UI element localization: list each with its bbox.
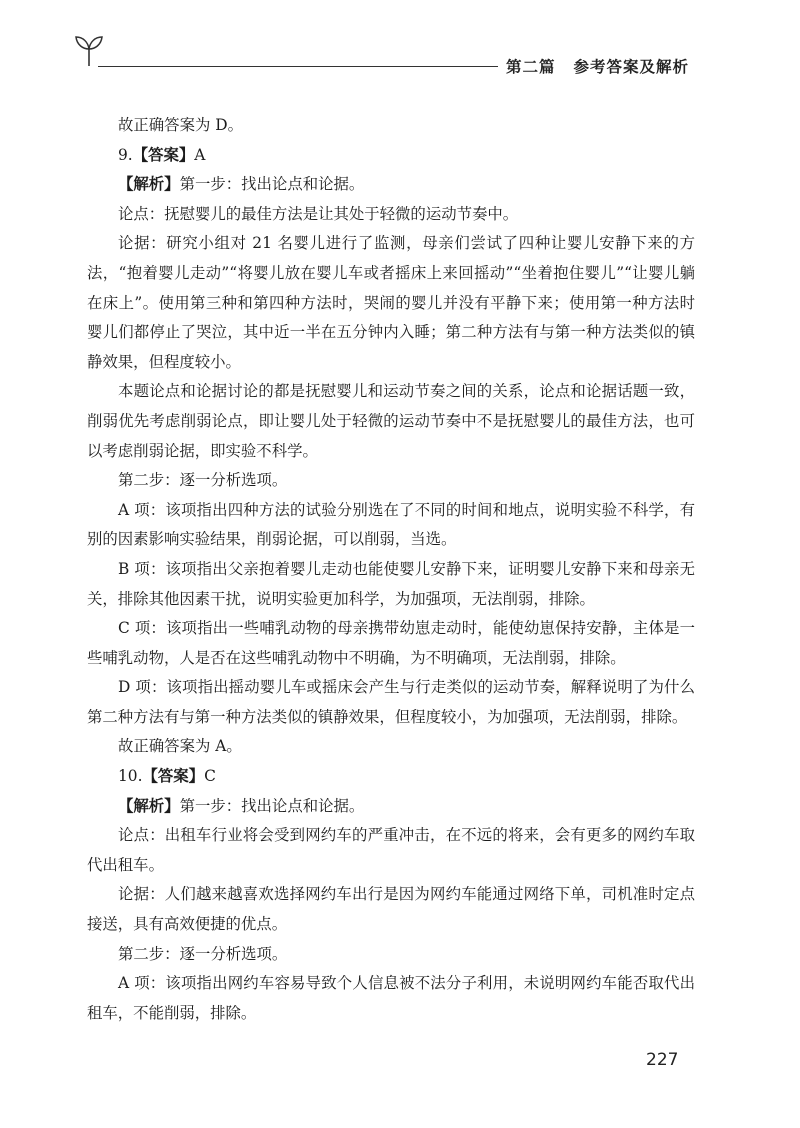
page-body <box>87 111 695 1028</box>
header-title <box>506 55 689 77</box>
paragraph: A 项：该项指出四种方法的试验分别选在了不同的时间和地点，说明实验不科学，有别的因素影响实验结果，削弱论据，可以削弱，当选。 <box>87 500 695 549</box>
paragraph: 故正确答案为 A。 <box>118 737 242 756</box>
paragraph: 论据：研究小组对 21 名婴儿进行了监测，母亲们尝试了四种让婴儿安静下来的方法，“抱着婴儿走动”“将婴儿放在婴儿车或者摇床上来回摇动”“坐着抱住婴儿”“让婴儿躺在床上”。使用第三种和第四种方法时，哭闹的婴儿并没有平静下来；使用第一种方法时婴儿们都停止了哭泣，其中近一半在五分钟内入睡；第二种方法有与第一种方法类似的镇静效果，但程度较小。 <box>87 234 695 371</box>
paragraph: 论据：人们越来越喜欢选择网约车出行是因为网约车能通过网络下单，司机准时定点接送，具有高效便捷的优点。 <box>87 885 695 934</box>
analysis-line: 【解析】第一步：找出论点和论据。 <box>118 175 365 194</box>
paragraph: A 项：该项指出网约车容易导致个人信息被不法分子利用，未说明网约车能否取代出租车，不能削弱，排除。 <box>87 974 695 1022</box>
paragraph: 第二步：逐一分析选项。 <box>118 944 288 963</box>
paragraph: D 项：该项指出摇动婴儿车或摇床会产生与行走类似的运动节奏，解释说明了为什么第二种方法有与第一种方法类似的镇静效果，但程度较小，为加强项，无法削弱，排除。 <box>87 678 695 726</box>
paragraph: 故正确答案为 D。 <box>118 116 243 134</box>
header-rule <box>98 66 498 67</box>
answer-line: 9.【答案】A <box>118 145 206 164</box>
paragraph: 论点：抚慰婴儿的最佳方法是让其处于轻微的运动节奏中。 <box>118 204 519 223</box>
header-section-title: 参考答案及解析 <box>573 58 690 76</box>
paragraph: 论点：出租车行业将会受到网约车的严重冲击，在不远的将来，会有更多的网约车取代出租车。 <box>87 826 695 874</box>
running-header <box>0 0 800 90</box>
analysis-tag: 【解析】 <box>118 175 180 194</box>
header-part: 第二篇 <box>506 58 556 76</box>
answer-tag: 【答案】 <box>132 145 195 164</box>
answer-tag: 【答案】 <box>142 767 205 786</box>
analysis-line: 【解析】第一步：找出论点和论据。 <box>118 796 365 815</box>
paragraph: 本题论点和论据讨论的都是抚慰婴儿和运动节奏之间的关系，论点和论据话题一致，削弱优先考虑削弱论点，即让婴儿处于轻微的运动节奏中不是抚慰婴儿的最佳方法，也可以考虑削弱论据，即实验不科学。 <box>87 382 695 460</box>
page-number: 227 <box>646 1050 679 1070</box>
sprout-icon <box>74 34 104 68</box>
paragraph: 第二步：逐一分析选项。 <box>118 471 288 490</box>
analysis-tag: 【解析】 <box>118 796 180 815</box>
answer-line: 10.【答案】C <box>118 767 216 786</box>
paragraph: B 项：该项指出父亲抱着婴儿走动也能使婴儿安静下来，证明婴儿安静下来和母亲无关，排除其他因素干扰，说明实验更加科学，为加强项，无法削弱，排除。 <box>87 559 695 608</box>
paragraph: C 项：该项指出一些哺乳动物的母亲携带幼崽走动时，能使幼崽保持安静，主体是一些哺乳动物，人是否在这些哺乳动物中不明确，为不明确项，无法削弱，排除。 <box>87 619 695 667</box>
